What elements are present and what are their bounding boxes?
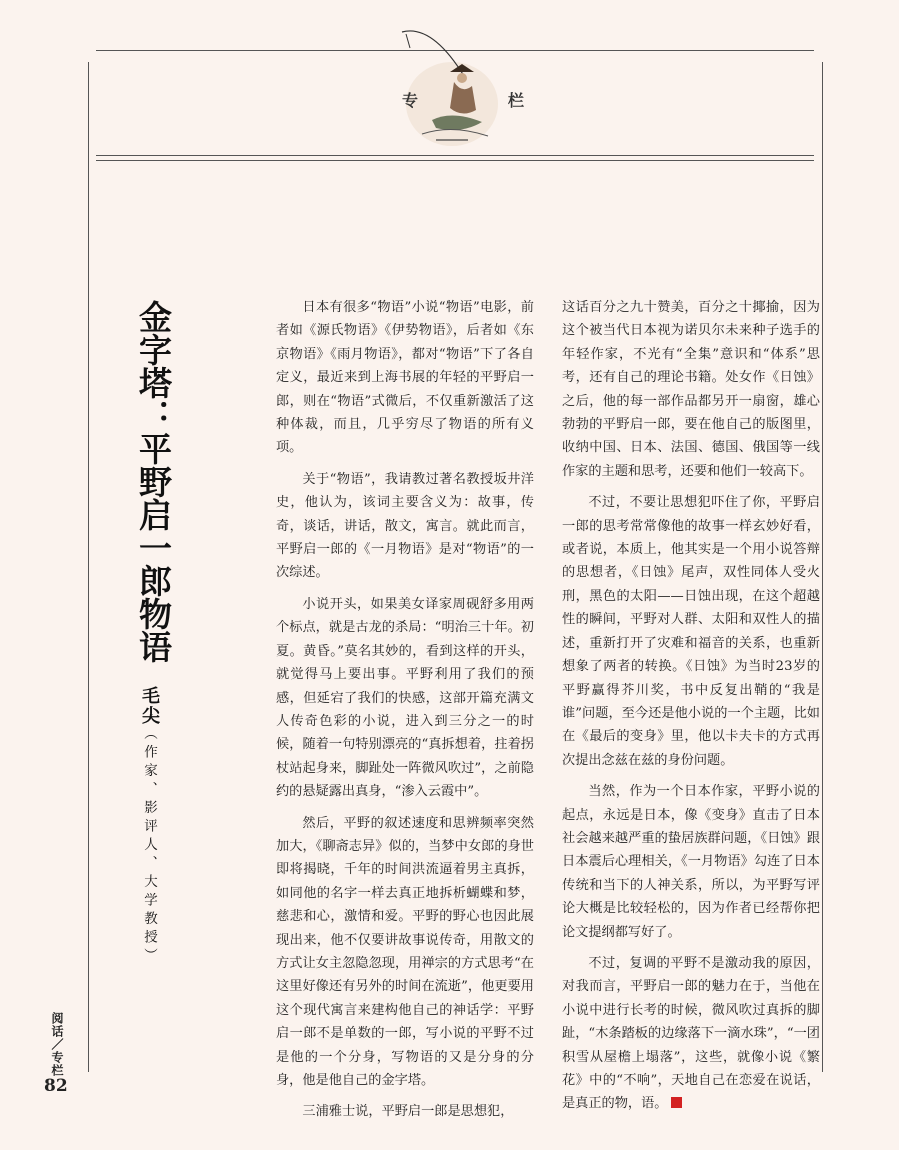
- column-label-left: 专: [402, 91, 421, 110]
- final-text: 不过，复调的平野不是激动我的原因，对我而言，平野启一郎的魅力在于，当他在小说中进行长考的时候，微风吹过真拆的脚趾，“木条踏板的边缘落下一滴水珠”，“一团积雪从屋檐上塌落”，这些，就像小说《繁花》中的“不响”，天地自己在恋爱在说话，是真正的物，语。: [562, 955, 820, 1112]
- body-column-1: [276, 296, 534, 1132]
- paragraph: 当然，作为一个日本作家，平野小说的起点，永远是日本，像《变身》直击了日本社会越来越严重的蛰居族群问题，《日蚀》跟日本震后心理相关，《一月物语》勾连了日本传统和当下的人神关系，所以，为平野写评论大概是比较轻松的，因为作者已经帮你把论文提纲都写好了。: [562, 784, 820, 940]
- header-rule-1: [96, 155, 814, 156]
- end-mark-icon: [671, 1097, 682, 1108]
- paragraph: 这话百分之九十赞美，百分之十揶揄，因为这个被当代日本视为诺贝尔未来种子选手的年轻作家，不光有“全集”意识和“体系”思考，还有自己的理论书籍。处女作《日蚀》之后，他的每一部作品都另开一扇窗，雄心勃勃的平野启一郎，要在他自己的版图里，收纳中国、日本、法国、德国、俄国等一线作家的主题和思考，还要和他们一较高下。: [562, 300, 820, 479]
- paragraph: 日本有很多“物语”小说“物语”电影，前者如《源氏物语》《伊势物语》，后者如《东京物语》《雨月物语》，都对“物语”下了各自定义，最近来到上海书展的年轻的平野启一郎，则在“物语”式微后，不仅重新激活了这种体裁，而且，几乎穷尽了物语的所有义项。: [276, 300, 534, 456]
- body-column-2: [562, 296, 820, 1124]
- paragraph: 小说开头，如果美女译家周砚舒多用两个标点，就是古龙的杀局：“明治三十年。初夏。黄昏。”莫名其妙的，看到这样的开头，就觉得马上要出事。平野利用了我们的预感，但延宕了我们的快感，这部开篇充满文人传奇色彩的小说，进入到三分之一的时候，随着一句特别漂亮的“真拆想着，拄着拐杖站起身来，脚趾处一阵微风吹过”，之前隐约的悬疑露出真身，“渗入云霞中”。: [276, 596, 534, 800]
- paragraph: 关于“物语”，我请教过著名教授坂井洋史，他认为，该词主要含义为：故事，传奇，谈话，讲话，散文，寓言。就此而言，平野启一郎的《一月物语》是对“物语”的一次综述。: [276, 471, 534, 581]
- header-rule-2: [96, 160, 814, 161]
- paragraph: 然后，平野的叙述速度和思辨频率突然加大，《聊斋志异》似的，当梦中女郎的身世即将揭晓，千年的时间洪流逼着男主真拆，如同他的名字一样去真正地拆析蝴蝶和梦，慈悲和心，激情和爱。平野的野心也因此展现出来，他不仅要讲故事说传奇，用散文的方式让女主忽隐忽现，用禅宗的方式思考“在这里好像还有另外的时间在流逝”，他更要用这个现代寓言来建构他自己的神话学：平野启一郎不是单数的一郎，写小说的平野不过是他的一个分身，写物语的又是分身的分身，他是他自己的金字塔。: [276, 815, 534, 1088]
- article-title: 金字塔：平野启一郎物语: [134, 300, 173, 663]
- author-role: （作家、影评人、大学教授）: [141, 726, 157, 967]
- author-name: 毛尖: [139, 686, 160, 726]
- left-border: [88, 62, 89, 1072]
- paragraph: 三浦雅士说，平野启一郎是思想犯，: [302, 1104, 514, 1120]
- column-label-right: 栏: [508, 91, 527, 110]
- author-byline: [128, 686, 162, 967]
- page-number: 82: [44, 1076, 68, 1096]
- fisherman-illustration: [392, 24, 512, 149]
- section-folio: 阅话／专栏: [50, 1012, 64, 1077]
- paragraph-final: [562, 952, 820, 1116]
- right-border: [822, 62, 823, 1072]
- paragraph: 不过，不要让思想犯吓住了你，平野启一郎的思考常常像他的故事一样玄妙好看，或者说，本质上，他其实是一个用小说答辩的思想者，《日蚀》尾声，双性同体人受火刑，黑色的太阳——日蚀出现，在这个超越性的瞬间，平野对人群、太阳和双性人的描述，重新打开了灾难和福音的关系，也重新想象了两者的转换。《日蚀》为当时23岁的平野赢得芥川奖，书中反复出鞘的“我是谁”问题，至今还是他小说的一个主题，比如在《最后的变身》里，他以卡夫卡的方式再次提出念兹在兹的身份问题。: [562, 495, 820, 768]
